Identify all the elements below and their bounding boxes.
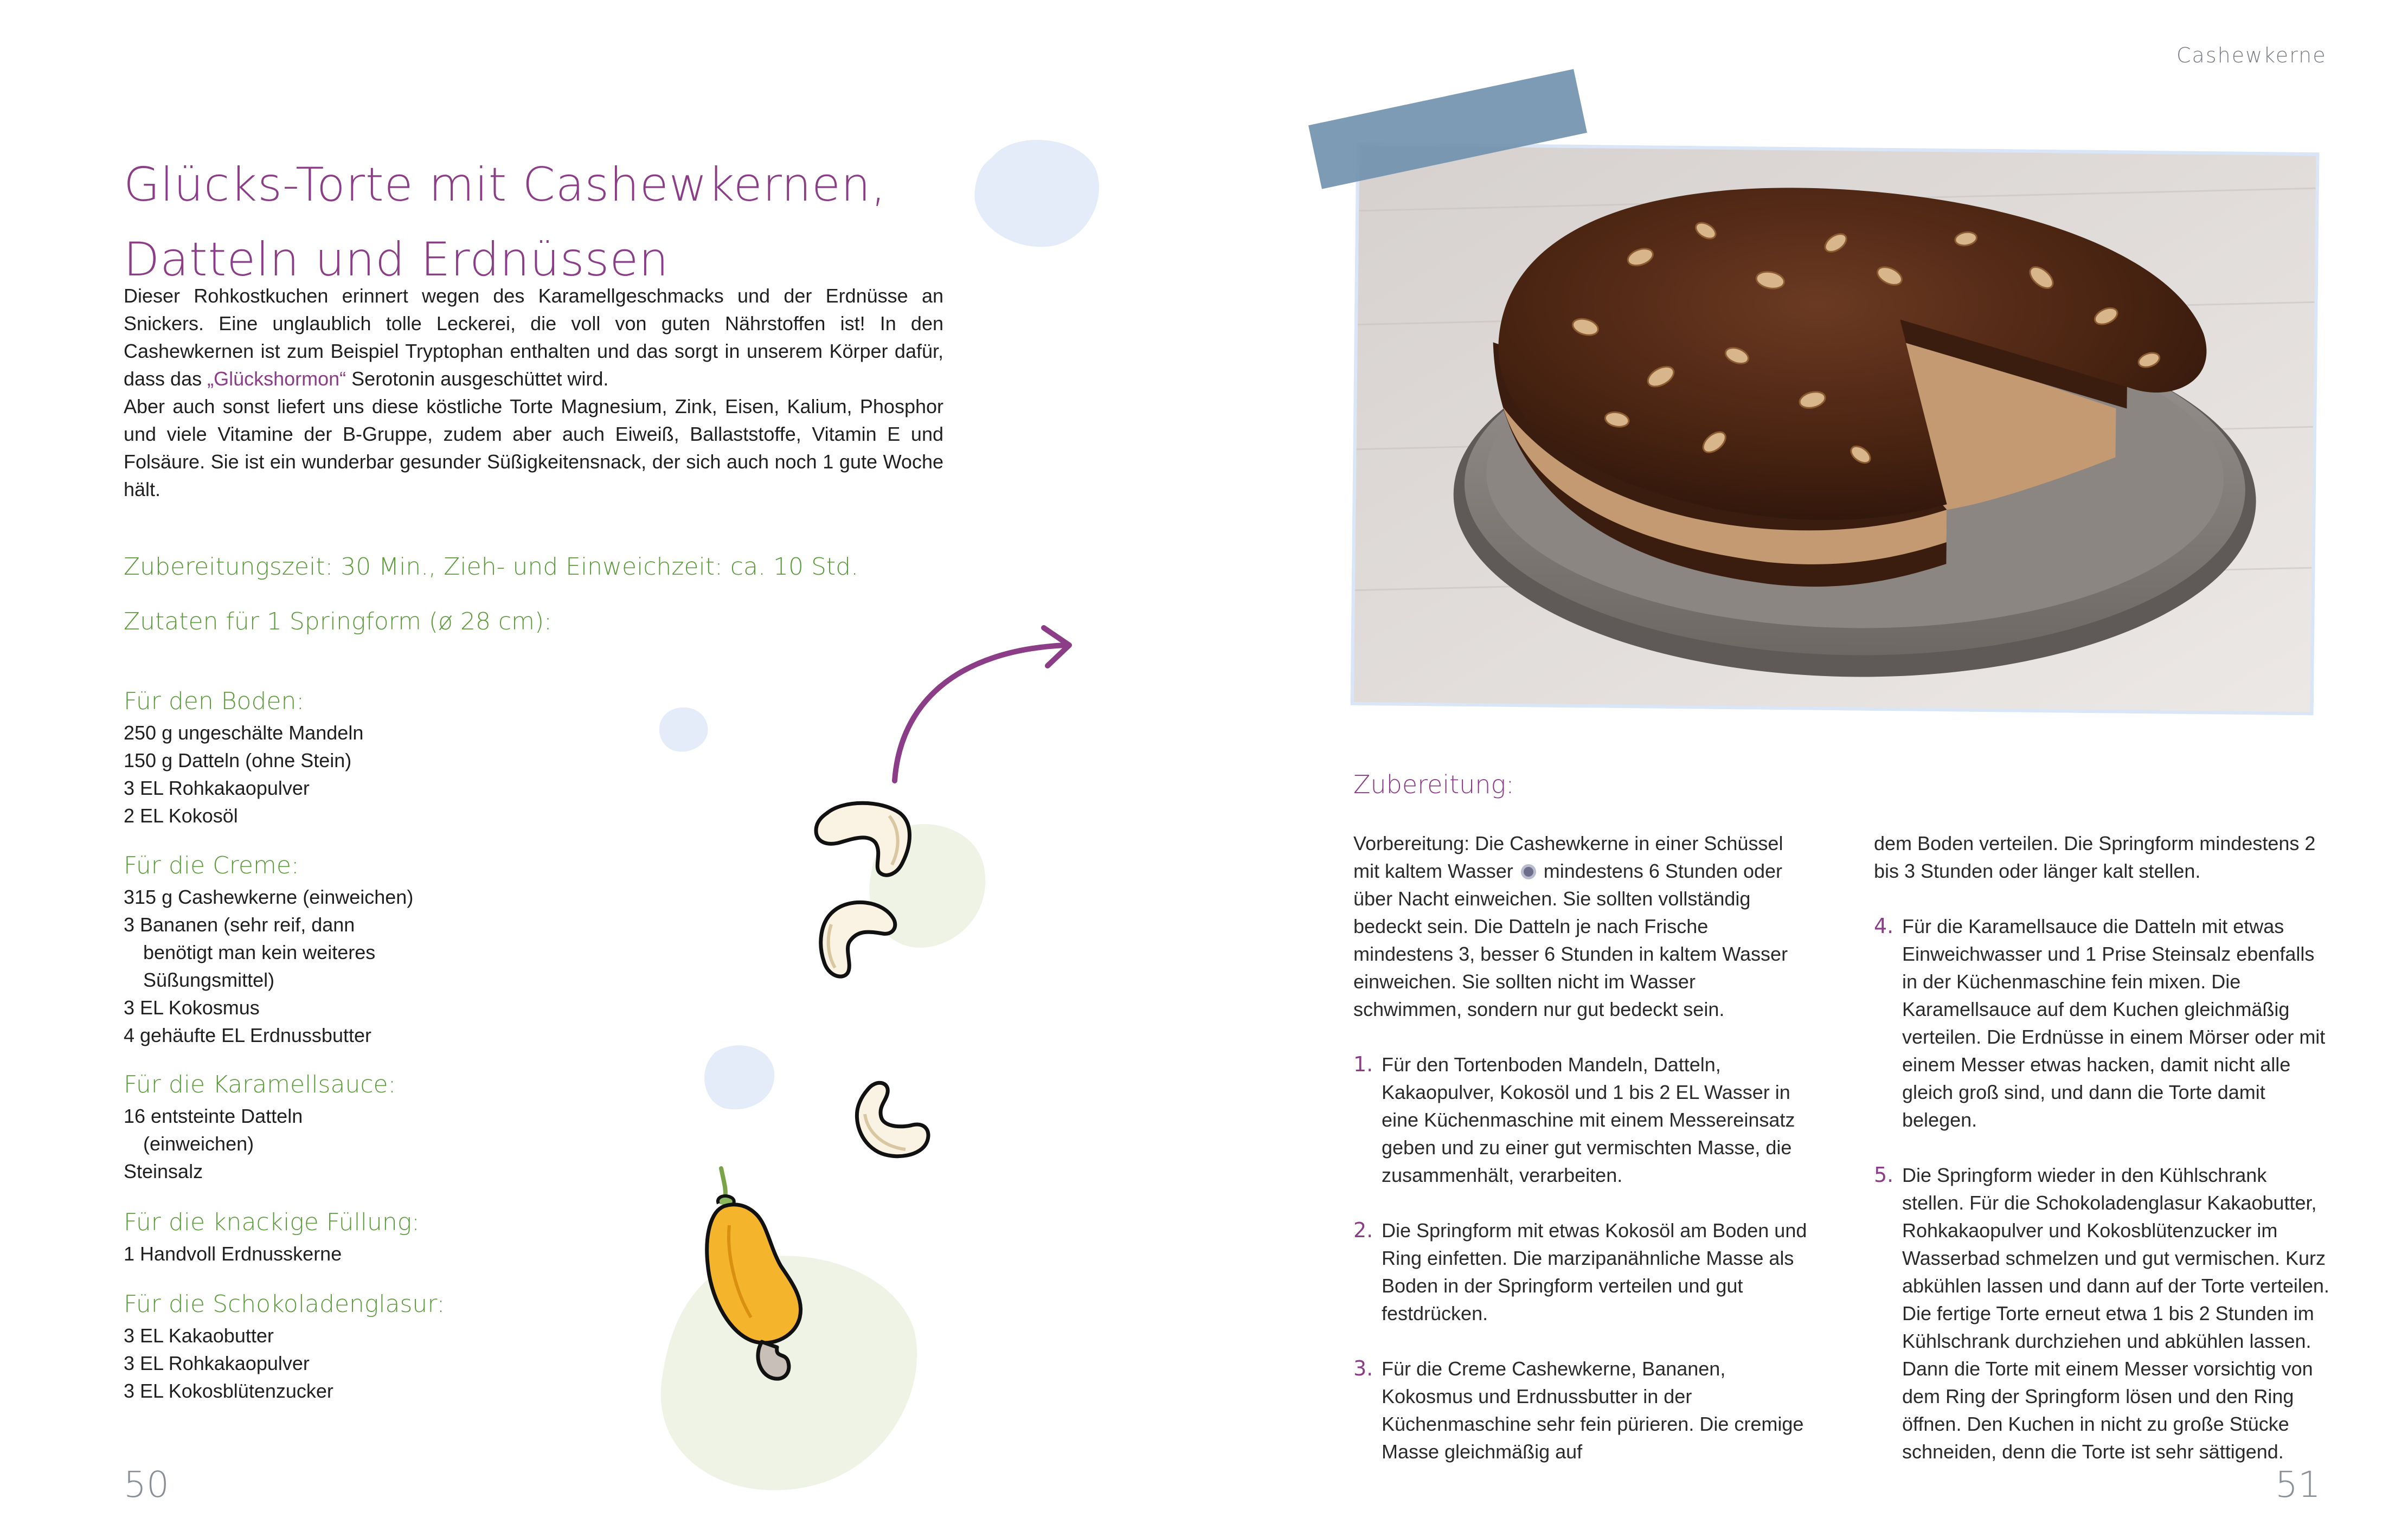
step-text: Für die Creme Cashewkerne, Bananen, Kokosmus und Erdnussbutter in der Küchenmaschine sehr fein pürieren. Die cremige Masse gleichmäßig auf xyxy=(1382,1358,1804,1463)
preparation-step xyxy=(1353,1051,1809,1189)
list-item: 3 EL Kokosblütenzucker xyxy=(124,1380,333,1402)
intro-paragraph-2: Aber auch sonst liefert uns diese köstliche Torte Magnesium, Zink, Eisen, Kalium, Phosphor und viele Vitamine der B-Gruppe, zudem aber auch Eiweiß, Ballaststoffe, Vitamin E und Folsäure. Sie ist ein wunderbar gesunder Süßigkeitensnack, der sich auch noch 1 gute Woche hält. xyxy=(124,395,943,500)
section-fuellung-list xyxy=(124,1240,503,1268)
cashew-icon xyxy=(811,797,914,884)
step-text: Die Springform wieder in den Kühlschrank stellen. Für die Schokoladenglasur Kakaobutter, Rohkakaopulver und Kokosblütenzucker im Wasserbad schmelzen und gut vermischen. Kurz abkühlen lassen und dann auf der Torte verteilen. Die fertige Torte erneut etwa 1 bis 2 Stunden im Kühlschrank durchziehen und abkühlen lassen. Dann die Torte mit einem Messer vorsichtig von dem Ring der Springform lösen und den Ring öffnen. Den Kuchen in nicht zu große Stücke schneiden, denn die Torte ist sehr sättigend. xyxy=(1902,1164,2329,1463)
list-item: 3 EL Kokosmus xyxy=(124,996,260,1019)
list-item: benötigt man kein weiteres xyxy=(143,941,376,963)
prep-time: Zubereitungszeit: 30 Min., Zieh- und Einweichzeit: ca. 10 Std. xyxy=(124,553,859,581)
list-item: 3 Bananen (sehr reif, dann xyxy=(124,914,355,936)
section-boden-list xyxy=(124,719,503,829)
preparation-intro xyxy=(1353,829,1809,1023)
preparation-step xyxy=(1874,912,2329,1134)
cashew-icon xyxy=(812,895,899,981)
step-number: 4. xyxy=(1874,914,1894,938)
cake-photo xyxy=(1351,143,2320,716)
section-fuellung-heading: Für die knackige Füllung: xyxy=(124,1208,420,1236)
ingredients-title: Zutaten für 1 Springform (ø 28 cm): xyxy=(124,608,553,635)
water-icon xyxy=(1521,864,1536,879)
step-number: 3. xyxy=(1353,1356,1373,1380)
list-item: 3 EL Rohkakaopulver xyxy=(124,1352,310,1374)
step-text: Für die Karamellsauce die Datteln mit etwas Einweichwasser und 1 Prise Steinsalz ebenfalls in der Küchenmaschine fein mixen. Die Karamellsauce auf dem Kuchen gleichmäßig verteilen. Die Erdnüsse in einem Mörser oder mit einem Messer etwas hacken, damit nicht alle gleich groß sind, und dann die Torte damit belegen. xyxy=(1902,915,2326,1131)
list-item: 1 Handvoll Erdnusskerne xyxy=(124,1243,342,1265)
preparation-column-right xyxy=(1874,829,2329,1493)
intro-highlight: „Glückshormon“ xyxy=(207,368,346,390)
recipe-title-line-2: Datteln und Erdnüssen xyxy=(124,233,669,287)
list-item: 4 gehäufte EL Erdnussbutter xyxy=(124,1024,371,1046)
section-glasur-list xyxy=(124,1322,503,1405)
preparation-intro-text-1: Vorbereitung: Die Cashewkerne in einer Schüssel mit kaltem Wasser xyxy=(1353,832,1783,882)
preparation-intro-text-2: mindestens 6 Stunden oder über Nacht einweichen. Sie sollten vollständig bedeckt sein. Die Datteln je nach Frische mindestens 3, besser 6 Stunden in kaltem Wasser einweichen. Sie sollten nicht im Wasser schwimmen, sondern nur gut bedeckt sein. xyxy=(1353,860,1788,1020)
list-item: 250 g ungeschälte Mandeln xyxy=(124,722,364,744)
decorative-blob-blue-large xyxy=(971,136,1101,249)
preparation-step xyxy=(1874,1161,2329,1465)
decorative-blob-blue-small xyxy=(656,705,710,754)
arrow-icon xyxy=(878,618,1084,792)
list-item: 315 g Cashewkerne (einweichen) xyxy=(124,886,414,908)
step-number: 1. xyxy=(1353,1052,1373,1076)
list-item: 2 EL Kokosöl xyxy=(124,805,238,827)
step-number: 2. xyxy=(1353,1218,1373,1242)
preparation-step-continued: dem Boden verteilen. Die Springform mindestens 2 bis 3 Stunden oder länger kalt stellen. xyxy=(1874,832,2316,882)
intro-paragraph-1 xyxy=(124,282,943,393)
decorative-blob-blue-medium xyxy=(699,1041,775,1111)
preparation-heading: Zubereitung: xyxy=(1353,770,1514,799)
preparation-step xyxy=(1353,1355,1809,1465)
step-text: Die Springform mit etwas Kokosöl am Boden und Ring einfetten. Die marzipanähnliche Masse als Boden in der Springform verteilen und gut festdrücken. xyxy=(1382,1219,1807,1324)
section-boden-heading: Für den Boden: xyxy=(124,687,305,715)
recipe-title xyxy=(124,147,937,297)
list-item: 3 EL Rohkakaopulver xyxy=(124,777,310,799)
cashew-fruit-icon xyxy=(697,1166,816,1393)
step-text: Für den Tortenboden Mandeln, Datteln, Kakaopulver, Kokosöl und 1 bis 2 EL Wasser in eine Küchenmaschine mit einem Messereinsatz geben und zu einer gut vermischten Masse, die zusammenhält, verarbeiten. xyxy=(1382,1053,1795,1186)
section-karamell-list xyxy=(124,1102,503,1185)
cake-photo-image xyxy=(1354,146,2316,712)
intro-text-2: Serotonin ausgeschüttet wird. xyxy=(346,368,609,390)
preparation-column-left xyxy=(1353,829,1809,1493)
preparation-step xyxy=(1353,1217,1809,1327)
list-item: 150 g Datteln (ohne Stein) xyxy=(124,749,352,771)
recipe-intro xyxy=(124,282,943,503)
section-creme-list xyxy=(124,883,503,1049)
intro-text-1: Dieser Rohkostkuchen erinnert wegen des Karamellgeschmacks und der Erdnüsse an Snickers. Eine unglaublich tolle Leckerei, die voll von guten Nährstoffen ist! In den Cashewkernen ist zum Beispiel Tryptophan enthalten und das sorgt in unserem Körper dafür, dass das xyxy=(124,285,943,390)
list-item: Süßungsmittel) xyxy=(143,969,275,991)
list-item: 3 EL Kakaobutter xyxy=(124,1324,274,1347)
recipe-title-line-1: Glücks-Torte mit Cashewkernen, xyxy=(124,158,887,212)
section-karamell-heading: Für die Karamellsauce: xyxy=(124,1071,396,1098)
running-head: Cashewkerne xyxy=(2176,43,2327,67)
step-number: 5. xyxy=(1874,1163,1894,1187)
section-creme-heading: Für die Creme: xyxy=(124,852,299,879)
page-number-left: 50 xyxy=(124,1464,169,1506)
list-item: 16 entsteinte Datteln xyxy=(124,1105,303,1127)
section-glasur-heading: Für die Schokoladenglasur: xyxy=(124,1290,445,1318)
list-item: (einweichen) xyxy=(143,1133,254,1155)
page-number-right: 51 xyxy=(2275,1464,2321,1506)
cashew-icon xyxy=(849,1076,935,1163)
list-item: Steinsalz xyxy=(124,1160,203,1182)
